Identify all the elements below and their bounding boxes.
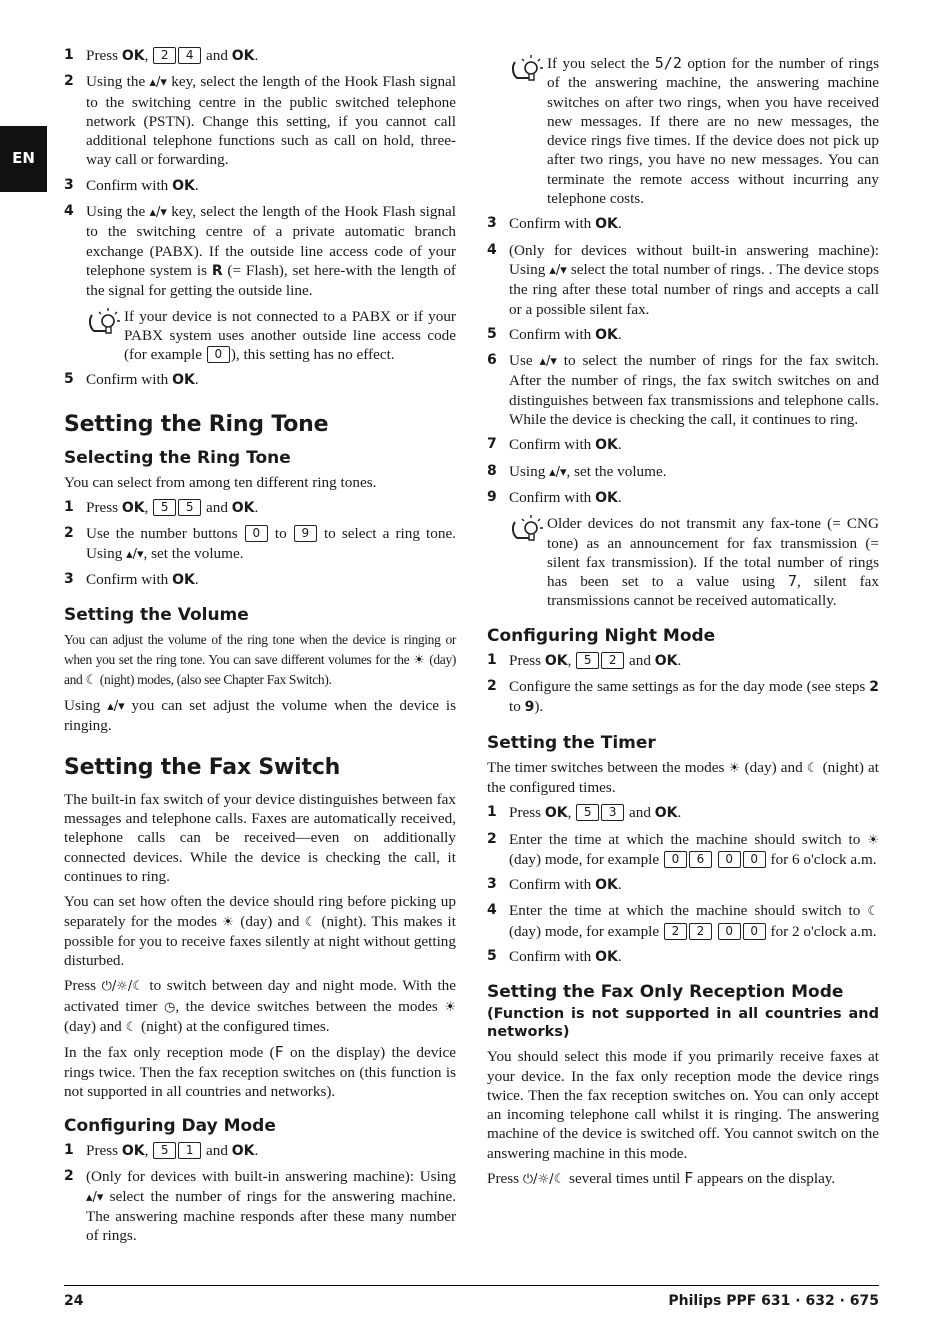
ok-key-label: OK [172,571,195,588]
step-number: 8 [487,462,497,479]
keypad-key: 1 [178,1142,201,1159]
ok-key-label: OK [654,805,678,822]
step-text: key, select the length of the Hook Flash signal to the switching centre of a private automatic branch exchange (PABX). If the outside line access code of your telephone system is [86,203,456,279]
step-text: (Only for devices without built-in answering machine): Using [509,241,879,278]
step-text: Use the number buttons [86,525,244,543]
step-text: . [194,371,199,389]
display-symbol: 7 [787,572,797,591]
paragraph-text: (night) modes, (also see Chapter Fax Switch). [96,671,332,687]
paragraph: You should select this mode if you primarily receive faxes at your device. In the fax only reception mode the device rings twice. Then the fax reception switches on. You can only accept an incoming telephone call whilst it is ringing. The answering machine of the device is switched off. You cannot switch on the answering machine in this mode. [487,1048,879,1162]
step-3 [487,214,879,234]
step-9 [487,488,879,508]
step-text: . [194,570,199,588]
step-text: to select the number of rings for the fax switch. After the number of rings, the fax switch switches on and distinguishes between fax transmissions and telephone calls. While the device is checking the call, it continues to ring. [509,352,879,429]
right-column [487,46,879,1195]
keypad-key: 2 [689,923,712,940]
step-text: . [617,215,622,233]
note-text: , silent fax transmissions cannot be received automatically. [547,573,880,610]
arrow-keys-icon: ▴/▾ [107,699,125,715]
display-symbol: 5/2 [654,54,682,72]
paragraph-text: (night). This makes it possible for you to receive faxes silently at night without getting disturbed. [64,912,456,970]
sun-icon: ☀ [444,999,456,1015]
paragraph-text: You can set how often the device should ring before picking up separately for the modes [64,893,456,930]
step-text: to select a ring tone. Using [86,525,456,562]
step-number: 4 [487,902,497,919]
step-text: , [567,804,576,822]
paragraph-text: , the device switches between the modes [175,997,445,1015]
paragraph-text: In the fax only reception mode ( [64,1044,275,1062]
step-number: 5 [487,947,497,964]
heading-selecting-ring-tone: Selecting the Ring Tone [64,447,291,468]
paragraph-text: (day) and [235,912,305,930]
ok-key-label: OK [231,1143,255,1160]
keypad-key: 2 [664,923,687,940]
ok-key-label: OK [231,48,255,64]
step-text: Press [86,47,122,64]
arrow-keys-icon: ▴/▾ [549,464,567,480]
step-7 [487,435,879,455]
keypad-key: 0 [743,851,766,868]
timer-icon: ◷ [163,999,176,1015]
tip-note [64,307,456,365]
sun-icon: ☀ [222,914,236,930]
step-number: 1 [64,1142,74,1159]
step-text: to [509,698,525,716]
paragraph [64,1043,456,1101]
step-text: Confirm with [509,325,596,343]
step-text: . [254,499,259,517]
ok-key-label: OK [544,652,568,669]
note-text: ), this setting has no effect. [230,346,395,364]
paragraph [64,892,456,970]
step-reference: 9 [524,699,535,716]
step-text: . [617,325,622,343]
step-text: , [144,1142,153,1160]
step-number: 4 [487,241,497,258]
keypad-key: 0 [718,923,741,940]
sun-icon: ☀ [867,832,879,848]
step-3 [64,570,456,590]
display-symbol: F [274,1043,284,1062]
ok-key-label: OK [595,437,618,454]
step-text: . [617,488,622,506]
heading-setting-timer: Setting the Timer [487,732,656,753]
ok-key-label: OK [595,877,618,894]
keypad-key: 0 [207,346,230,363]
step-text: , [144,499,153,517]
step-5 [64,370,456,390]
step-number: 3 [487,876,497,893]
step-text: Using the [86,203,150,221]
paragraph [64,976,456,1037]
language-tab-label: EN [12,149,35,168]
ok-key-label: OK [121,1143,145,1160]
step-number: 6 [487,352,497,369]
keypad-key: 5 [153,499,176,516]
paragraph-text: you can set adjust the volume when the device is ringing. [64,697,457,735]
step-text: , set the volume. [143,544,244,562]
ok-key-label: OK [595,489,618,506]
keypad-key: 5 [153,1142,176,1159]
footer-rule [64,1285,879,1286]
heading-configuring-night-mode: Configuring Night Mode [487,625,716,646]
step-number: 1 [64,47,74,63]
heading-configuring-day-mode: Configuring Day Mode [64,1116,276,1137]
step-1 [64,498,456,518]
step-text: Confirm with [86,176,173,194]
keypad-key: 5 [178,499,201,516]
step-text: (day) mode, for example [509,922,663,940]
step-text: select the total number of rings. . The device stops the ring after these total number of rings and accepts a call or a possible silent fax. [509,260,879,318]
paragraph: You can select from among ten different ring tones. [64,473,377,491]
lightbulb-tip-icon [509,54,543,86]
step-text: for 6 o'clock a.m. [766,850,877,868]
heading-fax-switch: Setting the Fax Switch [64,754,341,780]
step-text: to [268,525,293,543]
step-text: Press [509,804,545,822]
step-text: , [144,47,153,64]
heading-subnote: (Function is not supported in all countries and networks) [487,1006,879,1041]
step-text: Confirm with [86,570,173,588]
step-text: . [677,804,682,822]
step-text: . [617,876,622,894]
arrow-keys-icon: ▴/▾ [86,1189,104,1205]
ok-key-label: OK [595,948,618,965]
arrow-keys-icon: ▴/▾ [149,205,167,221]
step-number: 2 [64,1168,74,1185]
step-4 [487,241,879,319]
paragraph-text: (day) and [64,651,456,687]
step-text: Use [509,352,540,370]
step-text: and [202,1142,232,1160]
keypad-key: 0 [664,851,687,868]
step-number: 1 [487,651,497,668]
step-text: and [625,804,655,822]
lightbulb-tip-icon [86,307,120,339]
step-1 [487,651,879,671]
keypad-key: 0 [743,923,766,940]
ok-key-label: OK [231,500,255,517]
arrow-keys-icon: ▴/▾ [539,354,557,370]
language-tab [0,126,47,192]
ok-key-label: OK [544,805,568,822]
step-number: 9 [487,488,497,505]
paragraph-text: Press [64,977,102,995]
paragraph-text: You can adjust the volume of the ring tone when the device is ringing or when you set the ring tone. You can save different volumes for the [64,632,456,667]
step-number: 3 [64,176,74,193]
step-text: Configure the same settings as for the day mode (see steps [509,678,870,696]
step-text: (= Flash), set here-with the length of the signal for getting the outside line. [86,261,456,300]
step-text: for 2 o'clock a.m. [766,922,877,940]
step-number: 5 [64,371,74,388]
ok-key-label: OK [595,326,618,343]
ok-key-label: OK [172,372,195,389]
step-3 [487,875,879,895]
note-text: If your device is not connected to a PABX or if your PABX system uses another outside line access code (for example [124,307,456,364]
note-text: Older devices do not transmit any fax-tone (= CNG tone) as an announcement for fax transmission (= silent fax transmission). If the total number of rings has been set to a value using [547,515,879,591]
ok-key-label: OK [172,177,195,194]
step-text: Using the [86,73,150,91]
step-text: Confirm with [509,947,596,965]
day-night-key-icon: ⏻/☼/☾ [522,1172,566,1188]
keypad-key: 9 [294,525,317,542]
step-1 [64,46,456,66]
keypad-key: 0 [245,525,268,542]
paragraph: The built-in fax switch of your device distinguishes between fax messages and telephone calls. Faxes are automatically received, telephone calls can be received—even on additionally connected devices. While the device is checking the call, it continues to ring. [64,790,456,885]
keypad-key: 0 [718,851,741,868]
moon-icon: ☾ [304,914,317,930]
step-number: 7 [487,436,497,453]
keypad-key: 4 [178,47,201,64]
keypad-key: 5 [576,804,599,821]
keypad-key: 2 [153,47,176,64]
step-number: 2 [64,73,74,90]
paragraph [64,696,456,736]
step-1 [487,803,879,823]
paragraph-text: (night) at the configured times. [487,758,879,796]
display-symbol: F [684,1169,694,1188]
note-text: If you select the [547,55,655,72]
keypad-key: 5 [576,652,599,669]
paragraph-text: Press [487,1170,523,1188]
ok-key-label: OK [654,652,678,669]
step-text: . [617,947,622,965]
step-text: . [254,1142,259,1160]
paragraph [487,758,879,798]
arrow-keys-icon: ▴/▾ [126,546,144,562]
sun-icon: ☀ [728,760,741,776]
step-8 [487,462,879,482]
tip-note [487,54,879,208]
step-text: Press [86,499,122,517]
step-3 [64,176,456,196]
step-text: Press [509,651,545,669]
step-4 [487,901,879,941]
step-text: . [677,651,682,669]
step-number: 2 [64,525,74,542]
step-text: Confirm with [509,436,596,454]
step-5 [487,325,879,345]
heading-ring-tone: Setting the Ring Tone [64,411,329,437]
step-number: 4 [64,203,74,220]
step-number: 2 [487,678,497,695]
step-text: , set the volume. [566,462,667,480]
step-1 [64,1141,456,1161]
moon-icon: ☾ [806,760,819,776]
paragraph [487,1169,879,1189]
paragraph-text: appears on the display. [693,1170,836,1188]
paragraph-text: on the display) the device rings twice. Then the fax reception switches on (this function is not supported in all countries and networks). [64,1044,456,1100]
keypad-key: 2 [601,652,624,669]
paragraph-text: to switch between day and night mode. With the activated timer [64,977,456,1015]
step-text: ). [534,698,544,716]
left-column [64,46,456,1252]
ok-key-label: OK [121,500,145,517]
paragraph-text: (day) and [64,1017,126,1035]
step-text: Using [509,462,550,480]
step-2 [64,1167,456,1245]
step-2 [64,524,456,564]
step-text: and [202,47,232,64]
step-text: (day) mode, for example [509,850,663,868]
moon-icon: ☾ [125,1019,138,1035]
step-2 [64,72,456,169]
step-text: and [202,499,232,517]
step-4 [64,202,456,300]
step-text: . [617,436,622,454]
step-text: select the number of rings for the answering machine. The answering machine responds after these many number of rings. [86,1187,456,1245]
day-night-key-icon: ⏻/☼/☾ [101,979,144,995]
step-text: (Only for devices with built-in answering machine): Using [86,1168,456,1186]
keypad-key: 3 [601,804,624,821]
tip-note [487,514,879,610]
paragraph-text: (day) and [740,758,807,776]
ok-key-label: OK [121,48,145,64]
paragraph-text: The timer switches between the modes [487,758,729,776]
arrow-keys-icon: ▴/▾ [549,262,567,278]
step-text: key, select the length of the Hook Flash signal to the switching centre in the public switched telephone network (PSTN). Change this setting, if you cannot call additional telephone functions such as call on hold, three-way call or forwarding. [86,73,456,169]
moon-icon: ☾ [867,904,879,920]
heading-setting-volume: Setting the Volume [64,605,249,626]
product-name: Philips PPF 631 · 632 · 675 [668,1293,879,1309]
moon-icon: ☾ [85,672,97,688]
step-text: Confirm with [509,215,596,233]
paragraph-text: several times until [565,1170,685,1188]
step-text: Confirm with [509,488,596,506]
paragraph-text: Using [64,697,108,715]
step-text: Confirm with [86,371,173,389]
step-text: . [254,47,259,64]
sun-icon: ☀ [413,652,426,668]
step-reference: 2 [869,679,879,696]
ok-key-label: OK [595,216,618,233]
paragraph [64,630,456,690]
step-text: and [625,651,655,669]
step-text: Enter the time at which the machine should switch to [509,902,868,920]
arrow-keys-icon: ▴/▾ [149,75,167,91]
step-number: 1 [487,804,497,821]
step-text: Press [86,1142,122,1160]
page-number: 24 [64,1293,84,1309]
step-2 [487,677,879,718]
step-text: . [194,176,199,194]
lightbulb-tip-icon [509,514,543,546]
step-text: Enter the time at which the machine should switch to [509,830,868,848]
heading-fax-only-reception: Setting the Fax Only Reception Mode [487,982,844,1003]
step-5 [487,947,879,967]
step-number: 2 [487,830,497,847]
step-number: 5 [487,325,497,342]
keypad-key: 6 [689,851,712,868]
step-text: , [567,651,576,669]
step-number: 3 [64,570,74,587]
step-2 [487,830,879,870]
step-6 [487,351,879,429]
paragraph-text: (night) at the configured times. [137,1017,330,1035]
note-text: option for the number of rings of the answering machine, the answering machine switches on after two rings, when you have received new messages. If there are no new messages, the device rings five times. If the device does not pick up after two rings, you have no new messages. You can terminate the remote access without incurring any telephone costs. [547,55,879,208]
step-number: 1 [64,499,74,516]
step-number: 3 [487,215,497,232]
r-key-label: R [211,262,223,279]
step-text: Confirm with [509,876,596,894]
